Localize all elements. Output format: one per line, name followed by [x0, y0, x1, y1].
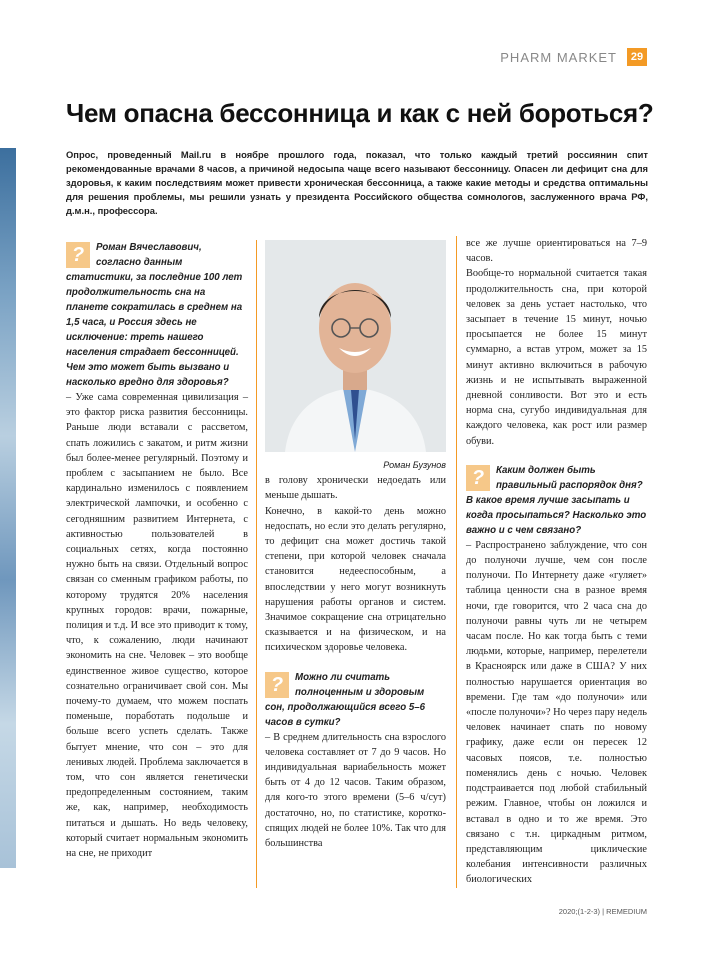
interview-answer: – Распространено заблуждение, что сон до полуночи лучше, чем сон после полуночи. По Интернету даже «гуляет» таблица ценности сна в разное время ночи, где говорится, что 2 часа сна до полуночи равны чуть ли не четырем часам после. Но как тогда быть с теми людьми, которые, например, перелетели в Красноярск или даже в США? У них полностью нарушается ориентация во времени. Где там «до полуночи» или «после полуночи»? Но через пару недель человек начинает спать по новому графику, даже если он пересек 12 часовых поясов, т.е. полностью поменялись день с ночью. Человек подстраивается под любой стабильный режим. Главное, чтобы он ложился и вставал в одно и то же время. Это связано с т.н. циркадным ритмом, представляющим циклические колебания интенсивности различных биологических	[466, 539, 647, 886]
column-divider	[256, 240, 257, 888]
column-2	[265, 240, 446, 851]
interview-answer-continued: все же лучше ориентироваться на 7–9 часов.	[466, 238, 647, 265]
article-title: Чем опасна бессонница и как с ней бороться?	[66, 98, 654, 128]
column-1	[66, 240, 248, 861]
question-mark-icon: ?	[265, 672, 289, 698]
left-edge-photo-strip	[0, 148, 16, 868]
photo-caption: Роман Бузунов	[383, 460, 446, 470]
interview-question: ? Можно ли считать полноценным и здоровым сон, продолжающийся всего 5–6 часов в сутки?	[265, 671, 426, 728]
article-lead: Опрос, проведенный Mail.ru в ноябре прошлого года, показал, что только каждый третий россиянин спит рекомендованные врачами 8 часов, а причиной недосыпа чаще всего называют бессонницу. Опасен ли дефицит сна для здоровья, к каким последствиям может привести хроническая бессонница, а также какие методы и средства оптимальны для решения проблемы, мы решили узнать у президента Российского общества сомнологов, заслуженного врача РФ, д.м.н., профессора.	[66, 149, 648, 216]
interview-question: ? Каким должен быть правильный распорядок дня? В какое время лучше засыпать и когда просыпаться? Насколько это важно и с чем связано?	[466, 464, 647, 536]
portrait-photo	[265, 240, 446, 452]
column-3	[466, 236, 647, 888]
interview-answer: – Уже сама современная цивилизация – это фактор риска развития бессонницы. Раньше люди вставали с рассветом, спать ложились с закатом, и ритм жизни был более-менее регулярный. Поэтому и проблем с засыпанием не было. Все кардинально изменилось с появлением электрической лампочки, и особенно с сегодняшним развитием Интернета, с активностью пользователей в социальных сетях, когда постоянно нужно быть на связи. Отдельный вопрос связан со сменным графиком работы, по которому трудятся 20% населения крупных городов: врачи, пожарные, полиция и т.д. И все это приводит к тому, что, к сожалению, люди начинают экономить на сне. Человек – это вообще единственное живое существо, которое сознательно ограничивает свой сон. Мы почему-то думаем, что можем поспать поменьше, поработать подольше и больше всего успеть сделать. Также бытует мнение, что сон – это для ленивых людей. Проблема заключается в том, что сон является генетически предопределенным состоянием, таким же, как, например, необходимость питаться и дышать. Но ведь человеку, который считает нормальным экономить на сне, не приходит	[66, 392, 248, 860]
interview-answer: – В среднем длительность сна взрослого человека составляет от 7 до 9 часов. Но индивидуальная вариабельность может быть от 4 до 12 часов. Таким образом, для кого-то этого времени (5–6 ч/сут) достаточно, но, по статистике, короткоспящих людей не более 10%. Так что для большинства	[265, 731, 446, 850]
question-mark-icon: ?	[466, 465, 490, 491]
column-divider	[456, 236, 457, 888]
page-footer: 2020;(1-2-3) | REMEDIUM	[558, 907, 647, 916]
page-number: 29	[627, 48, 647, 66]
question-mark-icon: ?	[66, 242, 90, 268]
interview-answer-continued: в голову хронически недоедать или меньше дышать.	[265, 475, 446, 502]
journal-section-name: PHARM MARKET	[500, 49, 617, 65]
interview-paragraph: Конечно, в какой-то день можно недоспать, но если это делать регулярно, то дефицит сна может достичь такой степени, при которой человек сначала становится недееспособным, а впоследствии у него могут возникнуть нарушения работы органов и систем. Значимое сокращение сна отрицательно сказывается и на физическом, и на психическом здоровье человека.	[265, 505, 446, 654]
interview-paragraph: Вообще-то нормальной считается такая продолжительность сна, при которой человек за день устает настолько, что засыпает в течение 15 минут, ночью просыпается не более 15 минут суммарно, а встав утром, может за 15 минут активно включиться в рабочую жизнь и не испытывать выраженной дневной сонливости. Вот это и есть норма сна, сугубо индивидуальная для каждого человека, как рост или размер обуви.	[466, 268, 647, 447]
interview-question: ? Роман Вячеславович, согласно данным статистики, за последние 100 лет продолжительность сна на планете сократилась в среднем на 1,5 часа, и Россия здесь не исключение: треть нашего населения страдает бессонницей. Чем это может быть вызвано и насколько вредно для здоровья?	[66, 242, 243, 388]
page-header	[500, 48, 647, 66]
